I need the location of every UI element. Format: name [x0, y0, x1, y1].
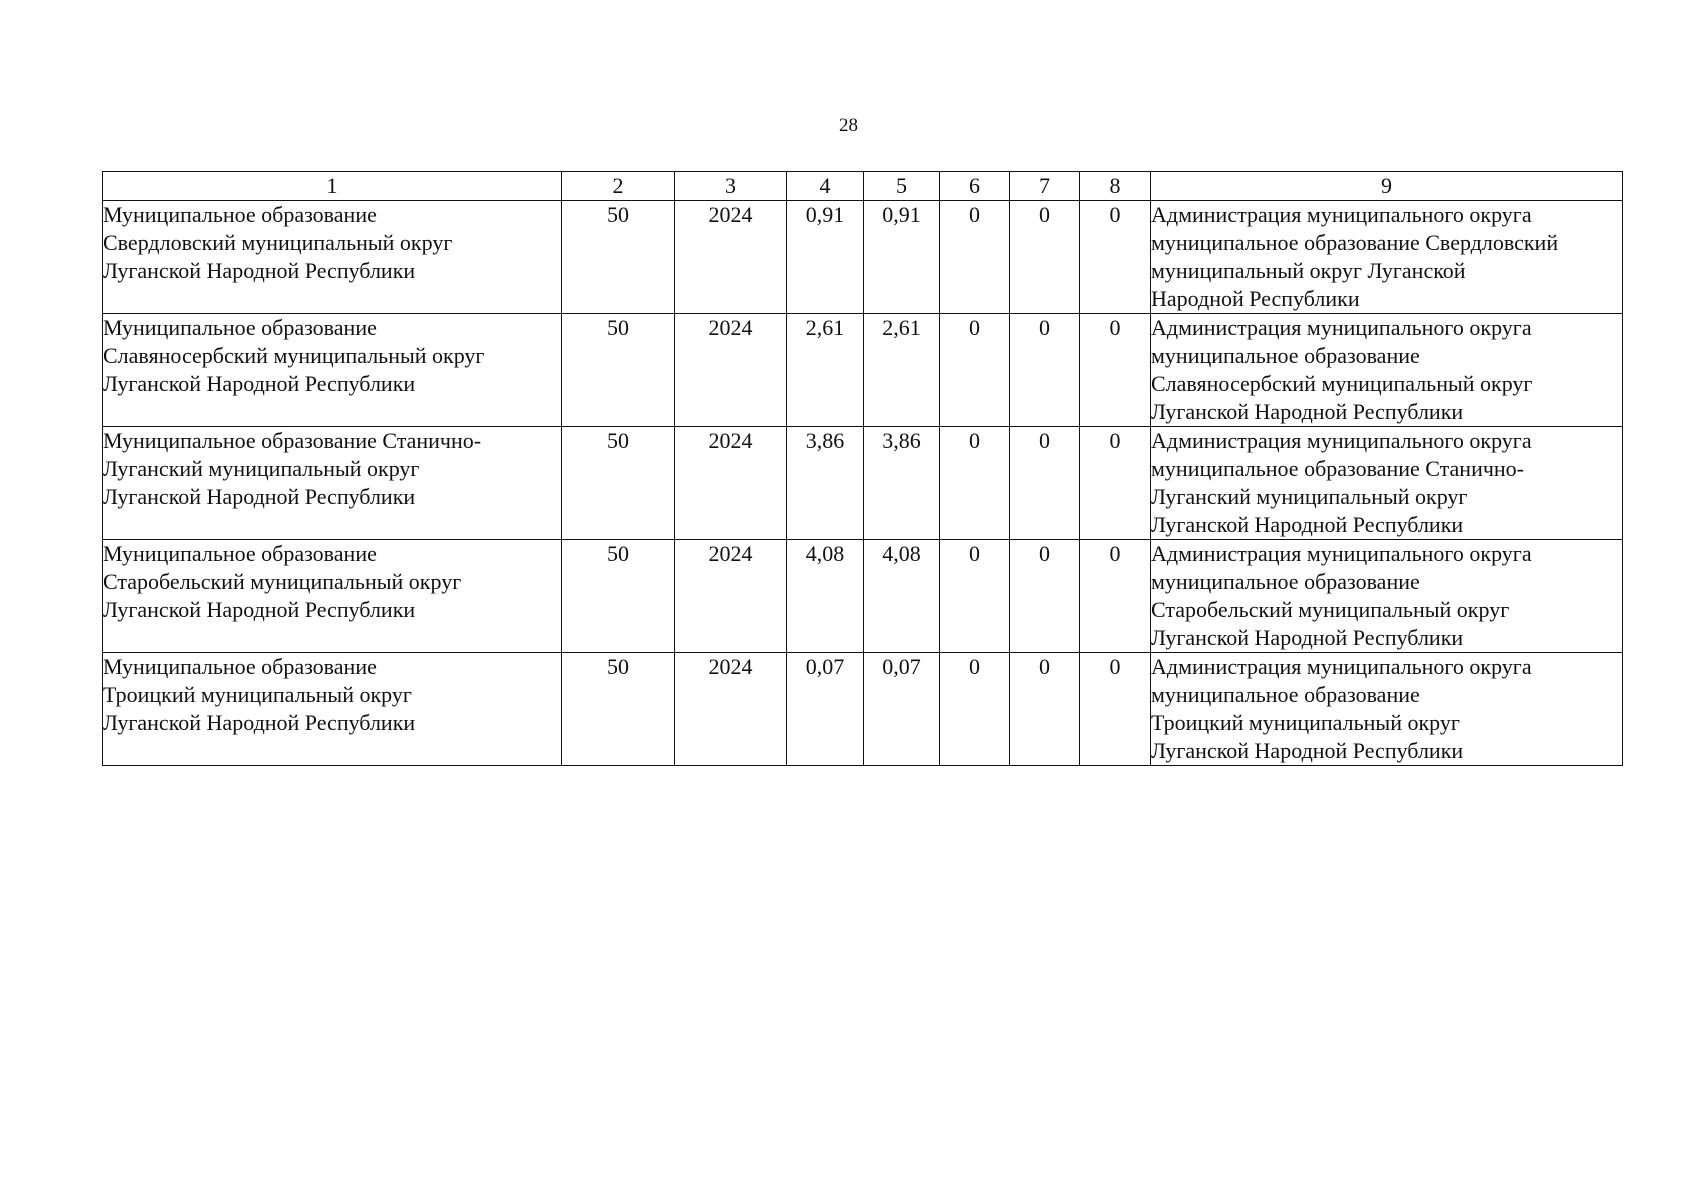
value-cell: 2,61: [864, 314, 940, 427]
value-cell: 3,86: [864, 427, 940, 540]
value-cell: 0: [1010, 201, 1080, 314]
value-cell: 0: [1080, 540, 1151, 653]
cell-text-line: Народной Республики: [1151, 286, 1360, 311]
year-cell: 2024: [675, 314, 787, 427]
column-header: 4: [787, 172, 864, 201]
table-row: [103, 201, 1623, 314]
cell-text-line: Администрация муниципального округа: [1151, 202, 1532, 227]
cell-text-line: Муниципальное образование: [103, 541, 377, 566]
value-cell: 0: [940, 314, 1010, 427]
value-cell: 0: [1080, 201, 1151, 314]
value-cell: 0: [1080, 314, 1151, 427]
value-cell: 0,07: [864, 653, 940, 766]
table-row: [103, 653, 1623, 766]
value-cell: 0: [1010, 540, 1080, 653]
administration-cell: [1151, 653, 1623, 766]
cell-text-line: муниципальный округ Луганской: [1151, 258, 1466, 283]
cell-text-line: Луганской Народной Республики: [103, 258, 416, 283]
administration-cell: [1151, 201, 1623, 314]
year-cell: 2024: [675, 540, 787, 653]
cell-text-line: Муниципальное образование: [103, 202, 377, 227]
cell-text-line: Администрация муниципального округа: [1151, 315, 1532, 340]
data-table: [102, 171, 1623, 766]
value-cell: 0: [1010, 427, 1080, 540]
cell-text-line: Муниципальное образование: [103, 654, 377, 679]
cell-text-line: Луганский муниципальный округ: [103, 456, 420, 481]
value-cell: 0: [1010, 314, 1080, 427]
value-cell: 50: [562, 427, 675, 540]
value-cell: 0: [940, 427, 1010, 540]
value-cell: 50: [562, 314, 675, 427]
value-cell: 0: [1080, 653, 1151, 766]
value-cell: 50: [562, 540, 675, 653]
table-row: [103, 314, 1623, 427]
cell-text-line: Луганской Народной Республики: [1151, 512, 1464, 537]
cell-text-line: Муниципальное образование: [103, 315, 377, 340]
column-header: 2: [562, 172, 675, 201]
value-cell: 0: [1010, 653, 1080, 766]
year-cell: 2024: [675, 653, 787, 766]
cell-text-line: Старобельский муниципальный округ: [1151, 597, 1510, 622]
cell-text-line: Луганской Народной Республики: [1151, 738, 1464, 763]
cell-text-line: Славяносербский муниципальный округ: [103, 343, 485, 368]
value-cell: 4,08: [864, 540, 940, 653]
cell-text-line: муниципальное образование: [1151, 343, 1420, 368]
cell-text-line: муниципальное образование: [1151, 682, 1420, 707]
value-cell: 0,07: [787, 653, 864, 766]
cell-text-line: Администрация муниципального округа: [1151, 541, 1532, 566]
cell-text-line: Администрация муниципального округа: [1151, 428, 1532, 453]
administration-cell: [1151, 427, 1623, 540]
column-header: 7: [1010, 172, 1080, 201]
column-header: 5: [864, 172, 940, 201]
value-cell: 0: [1080, 427, 1151, 540]
cell-text-line: муниципальное образование Станично-: [1151, 456, 1525, 481]
cell-text-line: Троицкий муниципальный округ: [1151, 710, 1460, 735]
municipality-cell: [103, 201, 562, 314]
value-cell: 50: [562, 653, 675, 766]
value-cell: 0: [940, 201, 1010, 314]
cell-text-line: Троицкий муниципальный округ: [103, 682, 412, 707]
cell-text-line: муниципальное образование: [1151, 569, 1420, 594]
cell-text-line: Луганский муниципальный округ: [1151, 484, 1468, 509]
column-header: 9: [1151, 172, 1623, 201]
column-header: 1: [103, 172, 562, 201]
cell-text-line: муниципальное образование Свердловский: [1151, 230, 1559, 255]
cell-text-line: Луганской Народной Республики: [1151, 625, 1464, 650]
cell-text-line: Луганской Народной Республики: [103, 371, 416, 396]
cell-text-line: Луганской Народной Республики: [103, 597, 416, 622]
year-cell: 2024: [675, 427, 787, 540]
value-cell: 3,86: [787, 427, 864, 540]
cell-text-line: Луганской Народной Республики: [103, 484, 416, 509]
value-cell: 50: [562, 201, 675, 314]
value-cell: 0: [940, 540, 1010, 653]
column-header: 8: [1080, 172, 1151, 201]
table-header-row: [103, 172, 1623, 201]
municipality-cell: [103, 427, 562, 540]
cell-text-line: Муниципальное образование Станично-: [103, 428, 482, 453]
municipality-cell: [103, 314, 562, 427]
table-row: [103, 540, 1623, 653]
value-cell: 4,08: [787, 540, 864, 653]
year-cell: 2024: [675, 201, 787, 314]
page-number: 28: [839, 115, 858, 136]
value-cell: 0: [940, 653, 1010, 766]
cell-text-line: Свердловский муниципальный округ: [103, 230, 453, 255]
column-header: 3: [675, 172, 787, 201]
cell-text-line: Старобельский муниципальный округ: [103, 569, 462, 594]
municipality-cell: [103, 540, 562, 653]
cell-text-line: Луганской Народной Республики: [1151, 399, 1464, 424]
municipality-cell: [103, 653, 562, 766]
cell-text-line: Администрация муниципального округа: [1151, 654, 1532, 679]
administration-cell: [1151, 314, 1623, 427]
table-row: [103, 427, 1623, 540]
column-header: 6: [940, 172, 1010, 201]
value-cell: 2,61: [787, 314, 864, 427]
cell-text-line: Славяносербский муниципальный округ: [1151, 371, 1533, 396]
administration-cell: [1151, 540, 1623, 653]
value-cell: 0,91: [864, 201, 940, 314]
value-cell: 0,91: [787, 201, 864, 314]
cell-text-line: Луганской Народной Республики: [103, 710, 416, 735]
